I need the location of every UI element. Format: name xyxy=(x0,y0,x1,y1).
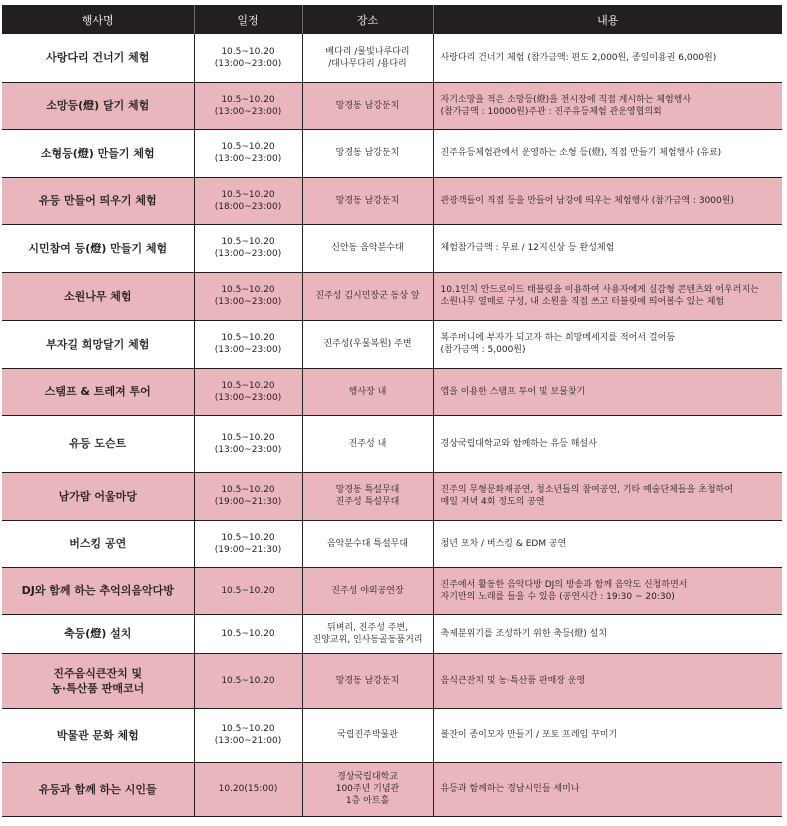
table-row xyxy=(2,708,782,762)
event-name: 남가람 어울마당 xyxy=(2,472,194,520)
table-row xyxy=(2,762,782,816)
event-date: 10.5~10.20 (13:00~23:00) xyxy=(194,224,302,272)
table-row xyxy=(2,177,782,224)
event-name: 유등 도슨트 xyxy=(2,415,194,472)
event-place: 망경동 남강둔치 xyxy=(302,129,433,177)
event-place: 국립진주박물관 xyxy=(302,708,433,762)
table-row xyxy=(2,320,782,368)
event-date: 10.5~10.20 xyxy=(194,567,302,614)
event-place: 뒤벼리, 진주성 주변, 진양교위, 인사동골동품거리 xyxy=(302,614,433,653)
event-name: 버스킹 공연 xyxy=(2,520,194,567)
event-name: 소원나무 체험 xyxy=(2,272,194,320)
events-table xyxy=(2,5,782,817)
event-place: 신안동 음악분수대 xyxy=(302,224,433,272)
event-place: 진주성 야외공연장 xyxy=(302,567,433,614)
table-row xyxy=(2,415,782,472)
table-row xyxy=(2,129,782,177)
event-name: 시민참여 등(燈) 만들기 체험 xyxy=(2,224,194,272)
event-date: 10.5~10.20 (13:00~23:00) xyxy=(194,34,302,82)
event-place: 망경동 특설무대 진주성 특설무대 xyxy=(302,472,433,520)
event-place: 진주성 내 xyxy=(302,415,433,472)
table-row xyxy=(2,567,782,614)
event-date: 10.5~10.20 (19:00~21:30) xyxy=(194,520,302,567)
event-date: 10.5~10.20 xyxy=(194,653,302,708)
event-content: 유등과 함께하는 경남시인들 세미나 xyxy=(433,762,782,816)
event-date: 10.20(15:00) xyxy=(194,762,302,816)
table-row xyxy=(2,368,782,415)
event-content: 청년 포차 / 버스킹 & EDM 공연 xyxy=(433,520,782,567)
event-place: 음악분수대 특설무대 xyxy=(302,520,433,567)
event-name: 유등 만들어 띄우기 체험 xyxy=(2,177,194,224)
event-content: 앱을 이용한 스탬프 투어 및 보물찾기 xyxy=(433,368,782,415)
header-location: 장소 xyxy=(302,5,433,34)
header-event-name: 행사명 xyxy=(2,5,194,34)
header-row xyxy=(2,5,782,34)
header-schedule: 일정 xyxy=(194,5,302,34)
event-content: 진주유등체험관에서 운영하는 소형 등(燈), 직접 만들기 체험행사 (유료) xyxy=(433,129,782,177)
event-date: 10.5~10.20 (19:00~21:30) xyxy=(194,472,302,520)
event-place: 경상국립대학교 100주년 기념관 1층 아트홀 xyxy=(302,762,433,816)
event-content: 볼잔이 종이모자 만들기 / 포토 프레임 꾸미기 xyxy=(433,708,782,762)
event-date: 10.5~10.20 (13:00~23:00) xyxy=(194,272,302,320)
event-date: 10.5~10.20 (13:00~23:00) xyxy=(194,129,302,177)
event-place: 망경동 남강둔치 xyxy=(302,653,433,708)
event-content: 자기소망을 적은 소망등(燈)을 전시장에 직접 게시하는 체험행사 (참가금액 : 10000원)주관 : 진주유등체험 관운영협의회 xyxy=(433,82,782,129)
event-name: DJ와 함께 하는 추억의음악다방 xyxy=(2,567,194,614)
table-row xyxy=(2,82,782,129)
event-content: 10.1인치 안드로이드 태블릿을 이용하여 사용자에게 실감형 콘텐츠와 어우러지는 소원나무 열매로 구성, 내 소원을 직접 쓰고 터블릿에 띄어볼수 있는 체험 xyxy=(433,272,782,320)
event-name: 축등(燈) 설치 xyxy=(2,614,194,653)
event-content: 복주머니에 부자가 되고자 하는 희망메세지를 적어서 걸어둠 (참가금액 : 5,000원) xyxy=(433,320,782,368)
event-date: 10.5~10.20 (13:00~21:00) xyxy=(194,708,302,762)
table-row xyxy=(2,224,782,272)
event-content: 음식큰잔치 및 농·특산품 판매장 운영 xyxy=(433,653,782,708)
table-row xyxy=(2,520,782,567)
event-name: 소망등(燈) 달기 체험 xyxy=(2,82,194,129)
event-date: 10.5~10.20 xyxy=(194,614,302,653)
event-name: 진주음식큰잔치 및 농·특산품 판매코너 xyxy=(2,653,194,708)
table-row xyxy=(2,472,782,520)
table-row xyxy=(2,272,782,320)
event-date: 10.5~10.20 (13:00~23:00) xyxy=(194,320,302,368)
event-content: 경상국립대학교와 함께하는 유등 해설사 xyxy=(433,415,782,472)
event-place: 진주성(우물복원) 주변 xyxy=(302,320,433,368)
event-date: 10.5~10.20 (13:00~23:00) xyxy=(194,415,302,472)
table-row xyxy=(2,34,782,82)
event-content: 체험참가금액 : 무료 / 12지신상 등 완성체험 xyxy=(433,224,782,272)
event-name: 스탬프 & 트레져 투어 xyxy=(2,368,194,415)
event-content: 사랑다리 건너기 체험 (참가금액: 편도 2,000원, 종일이용권 6,000원) xyxy=(433,34,782,82)
event-place: 망경동 남강둔치 xyxy=(302,177,433,224)
event-content: 관광객들이 직접 등을 만들어 남강에 띄우는 체험행사 (참가금액 : 3000원) xyxy=(433,177,782,224)
event-place: 배다리 /물빛나루다리 /대나무다리 /용다리 xyxy=(302,34,433,82)
event-date: 10.5~10.20 (13:00~23:00) xyxy=(194,368,302,415)
event-place: 진주성 김시민장군 동상 앞 xyxy=(302,272,433,320)
event-date: 10.5~10.20 (13:00~23:00) xyxy=(194,82,302,129)
event-content: 진주의 무형문화재공연, 청소년들의 참여공연, 기타 예술단체들을 초청하여 매일 저녁 4회 정도의 공연 xyxy=(433,472,782,520)
event-name: 사랑다리 건너기 체험 xyxy=(2,34,194,82)
event-place: 망경동 남강둔치 xyxy=(302,82,433,129)
event-content: 진주에서 활동한 음악다방 DJ의 방송과 함께 음악도 신청하면서 자기만의 노래를 들을 수 있음 (공연시간 : 19:30 ~ 20:30) xyxy=(433,567,782,614)
event-content: 축제분위기를 조성하기 위한 축등(燈) 설치 xyxy=(433,614,782,653)
table-row xyxy=(2,614,782,653)
event-place: 행사장 내 xyxy=(302,368,433,415)
event-name: 소형등(燈) 만들기 체험 xyxy=(2,129,194,177)
table-row xyxy=(2,653,782,708)
event-name: 유등과 함께 하는 시인들 xyxy=(2,762,194,816)
event-name: 박물관 문화 체험 xyxy=(2,708,194,762)
header-description: 내용 xyxy=(433,5,782,34)
event-date: 10.5~10.20 (18:00~23:00) xyxy=(194,177,302,224)
event-name: 부자길 희망달기 체험 xyxy=(2,320,194,368)
